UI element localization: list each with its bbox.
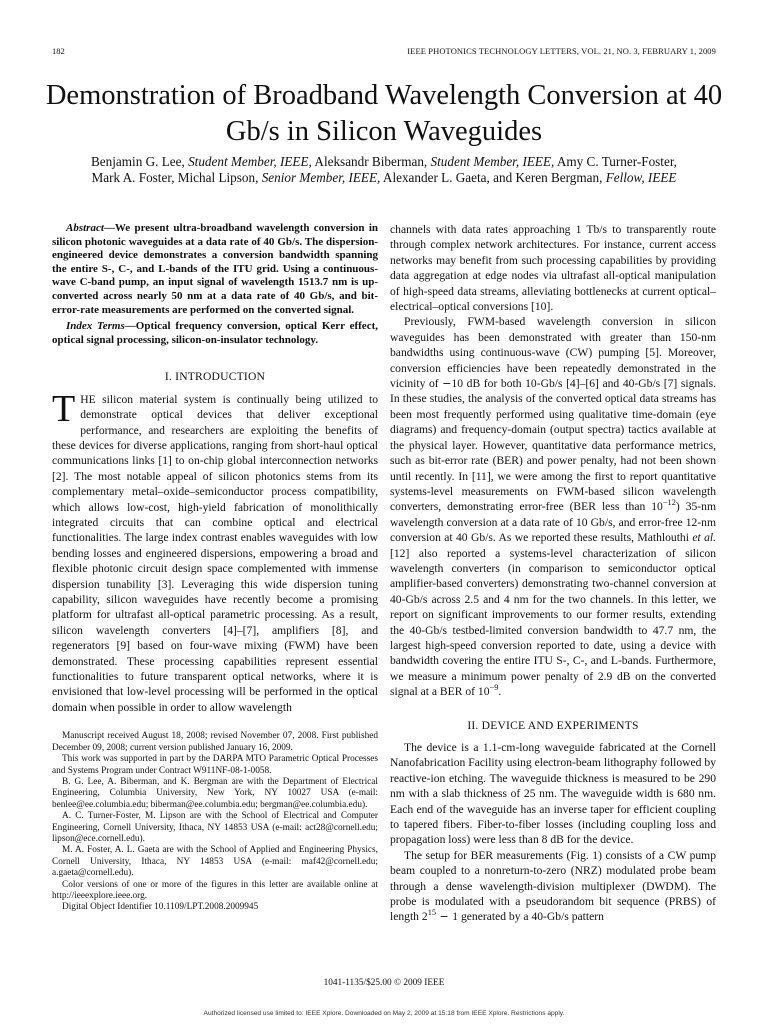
intro-paragraph bbox=[52, 387, 378, 716]
intro-paragraph-text: HE silicon material system is continually being utilized to demonstrate optical devices that deliver exceptional performance, and researchers are exploiting the benefits of these devices for diverse applications, ranging from short-haul optical communications links [1] to on-chip global interconnection networks [2]. The most notable appeal of silicon photonics stems from its complementary metal–oxide–semiconductor process compatibility, which allows low-cost, high-yield fabrication of monolithically integrated circuits that can combine optical and electrical functionalities. The large index contrast enables waveguides with low bending losses and engineered dispersions, empowering a broad and flexible photonic circuit design space complemented with immense dispersion tunability [3]. Leveraging this wide dispersion tuning capability, silicon waveguides have recently become a promising platform for ultrafast all-optical parametric processing. As a result, silicon wavelength converters [4]–[7], amplifiers [8], and regenerators [9] based on four-wave mixing (FWM) have been demonstrated. These processing capabilities represent essential functionalities to future transparent optical networks, where it is envisioned that low-level processing will be performed in the optical domain when possible in order to allow wavelength bbox=[52, 392, 378, 714]
device-paragraph-1: The device is a 1.1-cm-long waveguide fabricated at the Cornell Nanofabrication Facility using electron-beam lithography followed by reactive-ion etching. The waveguide thickness is measured to be 290 nm with a slab thickness of 25 nm. The waveguide width is 680 nm. Each end of the waveguide has an inverse taper for efficient coupling to tapered fibers. Fiber-to-fiber losses (including coupling loss and propagation loss) were less than 8 dB for the device. bbox=[390, 741, 716, 847]
paper-title: Demonstration of Broadband Wavelength Conversion at 40 Gb/s in Silicon Waveguides bbox=[45, 80, 723, 147]
author-name: Benjamin G. Lee, bbox=[91, 154, 185, 169]
author-name: Alexander L. Gaeta, and Keren Bergman, bbox=[382, 170, 603, 185]
footnote-manuscript: Manuscript received August 18, 2008; revised November 07, 2008. First published December 09, 2008; current version published January 16, 2009. bbox=[52, 731, 378, 753]
author-name: Mark A. Foster, bbox=[91, 170, 175, 185]
author-name: Aleksandr Biberman, bbox=[314, 154, 428, 169]
index-terms-label: Index Terms bbox=[66, 320, 125, 333]
footnote-affiliation-cornell-ece: A. C. Turner-Foster, M. Lipson are with the School of Electrical and Computer Engineering, Cornell University, Ithaca, NY 14853 USA (e-mail: act28@cornell.edu; lipson@ece.cornell.edu). bbox=[52, 811, 378, 844]
index-terms-text: —Optical frequency conversion, optical Kerr effect, optical signal processing, silicon-on-insulator technology. bbox=[52, 320, 378, 346]
license-notice: Authorized licensed use limited to: IEEE Xplore. Downloaded on May 2, 2009 at 15:18 from IEEE Xplore. Restrictions apply. bbox=[203, 1010, 565, 1017]
footnote-funding: This work was supported in part by the DARPA MTO Parametric Optical Processes and Systems Program under Contract W911NF-08-1-0058. bbox=[52, 754, 378, 776]
author-name: Michal Lipson, bbox=[177, 170, 259, 185]
device-paragraph-2: The setup for BER measurements (Fig. 1) consists of a CW pump beam coupled to a nonreturn-to-zero (NRZ) modulated probe beam through a dense wavelength-division multiplexer (DWDM). The probe is modulated with a pseudorandom bit sequence (PRBS) of length $2^{15} - 1$ generated by a 40-Gb/s pattern bbox=[390, 848, 716, 924]
left-column bbox=[52, 222, 378, 914]
right-column bbox=[390, 222, 716, 925]
footnotes bbox=[52, 731, 378, 914]
section-heading-device: II. DEVICE AND EXPERIMENTS bbox=[467, 718, 639, 732]
author-list bbox=[52, 154, 716, 186]
author-membership: Student Member, IEEE, bbox=[188, 154, 312, 169]
footnote-affiliation-columbia: B. G. Lee, A. Biberman, and K. Bergman are with the Department of Electrical Engineering, Columbia University, New York, NY 10027 USA (e-mail: benlee@ee.columbia.edu; biberman@ee.columbia.edu; bergman@ee.columbia.edu). bbox=[52, 776, 378, 810]
footnote-color-figures: Color versions of one or more of the figures in this letter are available online at http://ieeexplore.ieee.org. bbox=[52, 879, 378, 901]
abstract-label: Abstract bbox=[66, 222, 104, 234]
abstract-text: —We present ultra-broadband wavelength conversion in silicon photonic waveguides at a data rate of 40 Gb/s. The dispersion-engineered device demonstrates a conversion bandwidth spanning the entire S-, C-, and L-bands of the ITU grid. Using a continuous-wave C-band pump, an input signal of wavelength 1513.7 nm is up-converted across nearly 50 nm at a data rate of 40 Gb/s, and bit-error-rate measurements are performed on the converted signal. bbox=[52, 222, 378, 316]
journal-header: IEEE PHOTONICS TECHNOLOGY LETTERS, VOL. 21, NO. 3, FEBRUARY 1, 2009 bbox=[407, 46, 716, 56]
drop-cap: T bbox=[52, 387, 76, 430]
page-number: 182 bbox=[52, 46, 65, 56]
author-membership: Fellow, IEEE bbox=[605, 170, 677, 185]
section-heading-introduction: I. INTRODUCTION bbox=[164, 370, 266, 384]
author-name: Amy C. Turner-Foster, bbox=[556, 154, 677, 169]
footnote-doi: Digital Object Identifier 10.1109/LPT.2008.2009945 bbox=[62, 902, 259, 913]
intro-paragraph-continued: channels with data rates approaching 1 Tb/s to transparently route through complex network architectures. For instance, current access networks may benefit from such processing capabilities by providing data aggregation at edge nodes via ultrafast all-optical manipulation of high-speed data streams, alleviating bottlenecks at current optical–electrical–optical conversions [10]. bbox=[390, 223, 716, 314]
copyright-line: 1041-1135/$25.00 © 2009 IEEE bbox=[323, 978, 445, 988]
author-membership: Senior Member, IEEE, bbox=[261, 170, 381, 185]
footnote-affiliation-cornell-aep: M. A. Foster, A. L. Gaeta are with the School of Applied and Engineering Physics, Cornell University, Ithaca, NY 14853 USA (e-mail: maf42@cornell.edu; a.gaeta@cornell.edu). bbox=[52, 845, 378, 879]
intro-paragraph-2: Previously, FWM-based wavelength conversion in silicon waveguides has been demonstrated with greater than 150-nm bandwidths using continuous-wave (CW) pumping [5]. Moreover, conversion efficiencies have been repeatedly demonstrated in the vicinity of −10 dB for both 10-Gb/s [4]–[6] and 40-Gb/s [7] signals. In these studies, the analysis of the converted optical data streams has been most frequently performed using qualitative time-domain (eye diagrams) and frequency-domain (output spectra) tactics available at the physical layer. However, quantitative data performance metrics, such as bit-error rate (BER) and power penalty, had not been shown until recently. In [11], we were among the first to report quantitative systems-level measurements on FWM-based silicon wavelength converters, demonstrating error-free (BER less than $10^{-12}$) 35-nm wavelength conversion at a data rate of 10 Gb/s, and error-free 12-nm conversion at 40 Gb/s. As we reported these results, Mathlouthi et al. [12] also reported a systems-level characterization of silicon wavelength converters (in comparison to semiconductor optical amplifier-based converters) demonstrating two-channel conversion at 40-Gb/s across 2.5 and 4 nm for the two channels. In this letter, we report on significant improvements to our former results, extending the 40-Gb/s testbed-limited conversion bandwidth to 47.7 nm, the largest high-speed conversion reported to date, using a device with bandwidth covering the entire ITU S-, C-, and L-bands. Furthermore, we measure a minimum power penalty of 2.9 dB on the converted signal at a BER of $10^{-9}$. bbox=[390, 315, 716, 699]
author-membership: Student Member, IEEE, bbox=[430, 154, 555, 169]
index-terms bbox=[52, 320, 378, 347]
abstract bbox=[52, 222, 378, 317]
